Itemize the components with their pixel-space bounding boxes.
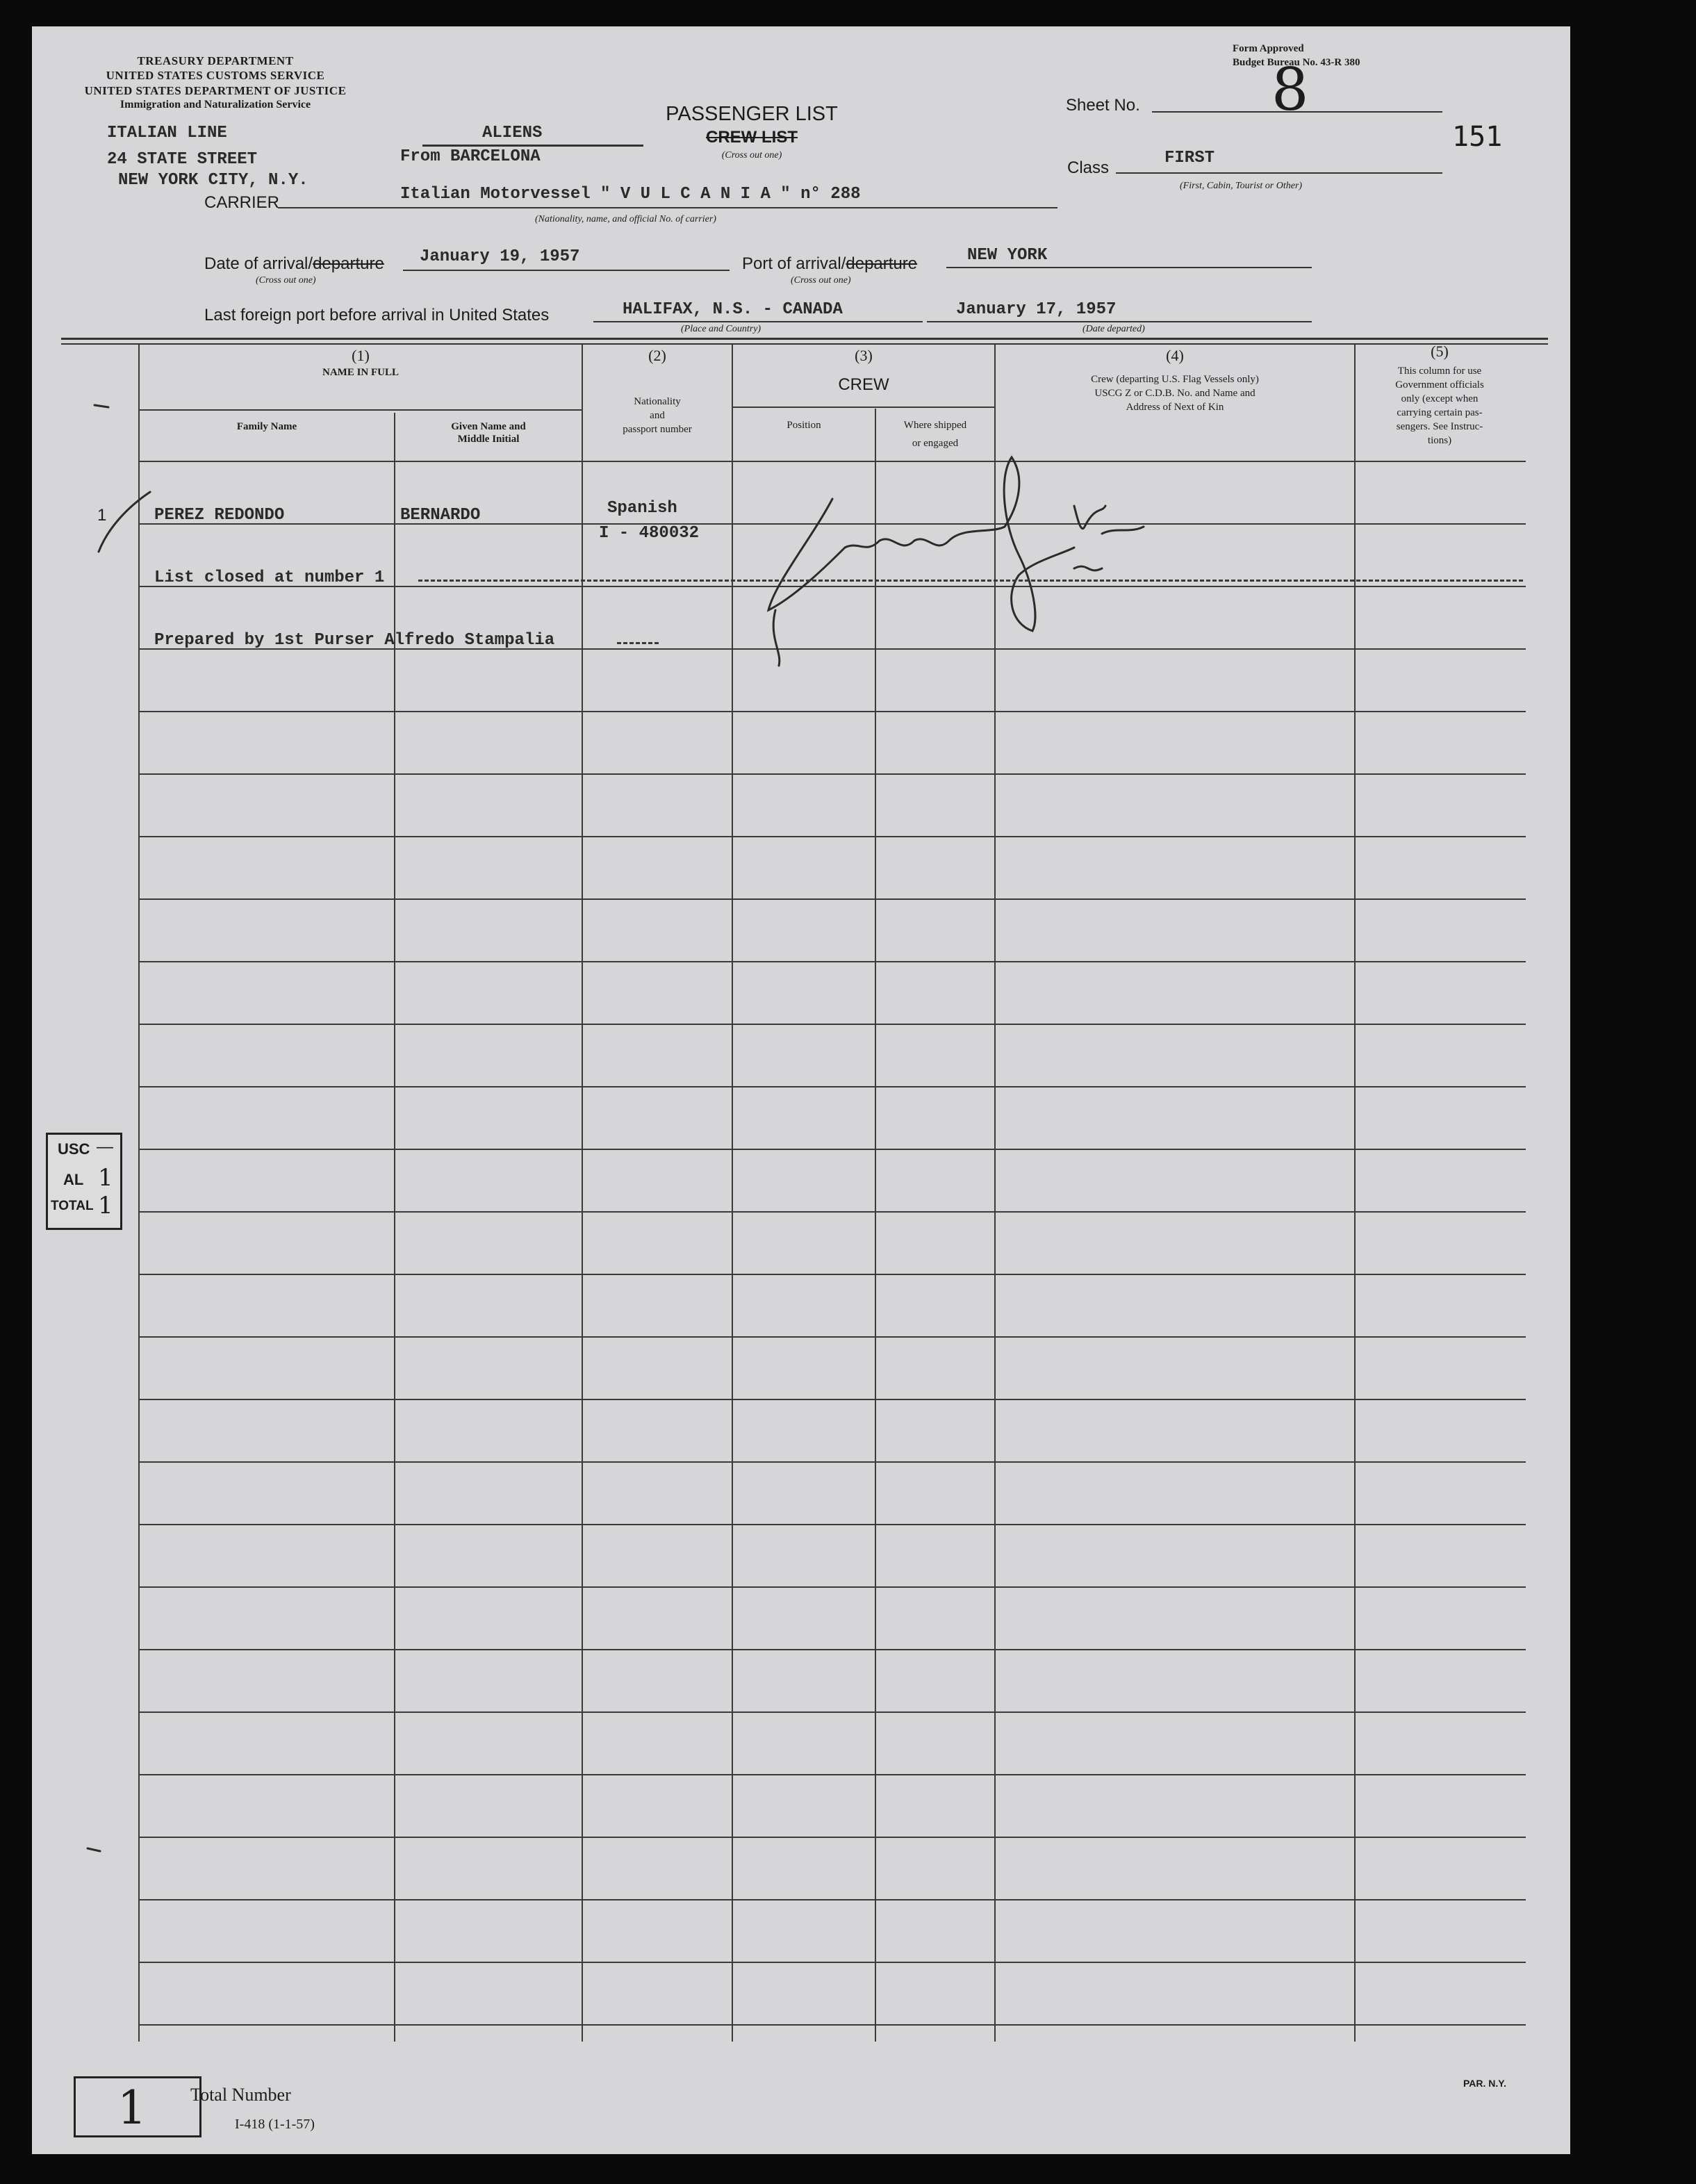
arrival-port-label: Port of arrival/departure (742, 254, 918, 273)
budget-bureau: Budget Bureau No. 43-R 380 (1233, 57, 1360, 68)
list-title-crew: CREW LIST (706, 128, 798, 147)
col3a-title: Position (787, 420, 821, 431)
col1b-title-2: Middle Initial (457, 434, 520, 445)
col4-title-2: USCG Z or C.D.B. No. and Name and (1094, 388, 1255, 399)
class-value: FIRST (1164, 149, 1215, 167)
col2-title-1: Nationality (634, 396, 681, 407)
arrival-date-label: Date of arrival/departure (204, 254, 384, 273)
col5-title-5: sengers. See Instruc- (1396, 421, 1483, 432)
page-number: 151 (1452, 121, 1503, 153)
col1b-title-1: Given Name and (451, 421, 526, 432)
origin-stamp: From BARCELONA (400, 147, 541, 166)
class-label: Class (1067, 158, 1110, 177)
table-grid (32, 26, 1570, 2154)
col2-number: (2) (648, 347, 666, 364)
entry-family-name: PEREZ REDONDO (154, 506, 285, 525)
agency-line-3: UNITED STATES DEPARTMENT OF JUSTICE (84, 84, 347, 97)
carrier-stamp-line-2: 24 STATE STREET (107, 150, 258, 169)
col2-title-3: passport number (623, 424, 692, 435)
arrival-port-value: NEW YORK (967, 246, 1048, 265)
total-number-box (74, 2076, 201, 2137)
sheet-number: 8 (1271, 56, 1309, 124)
entry-line-number: 1 (97, 506, 107, 525)
col4-number: (4) (1166, 347, 1184, 364)
form-id: I-418 (1-1-57) (235, 2117, 315, 2132)
carrier-stamp-line-1: ITALIAN LINE (107, 124, 227, 142)
entry-given-name: BERNARDO (400, 506, 481, 525)
vessel-name: Italian Motorvessel " V U L C A N I A " n° 288 (400, 185, 861, 204)
last-port-label: Last foreign port before arrival in United States (204, 306, 550, 325)
list-title-note: (Cross out one) (721, 150, 782, 161)
col4-title-3: Address of Next of Kin (1126, 402, 1224, 413)
agency-line-1: TREASURY DEPARTMENT (137, 54, 294, 67)
list-closed-line: List closed at number 1 (154, 568, 385, 587)
col5-title-3: only (except when (1401, 393, 1479, 404)
list-title-passenger: PASSENGER LIST (666, 103, 838, 125)
col3b-title-1: Where shipped (903, 420, 967, 431)
arrival-date-note: (Cross out one) (256, 275, 316, 286)
col3-title: CREW (838, 375, 889, 394)
last-port-date-note: (Date departed) (1082, 324, 1145, 334)
col1-title: NAME IN FULL (322, 367, 400, 378)
signature-scribble (88, 405, 1144, 1851)
vessel-note: (Nationality, name, and official No. of carrier) (535, 214, 716, 224)
prepared-by-line: Prepared by 1st Purser Alfredo Stampalia (154, 631, 555, 650)
col5-number: (5) (1431, 343, 1449, 360)
carrier-stamp-line-3: NEW YORK CITY, N.Y. (118, 171, 308, 190)
printer-mark: PAR. N.Y. (1463, 2078, 1506, 2089)
col5-title-6: tions) (1427, 435, 1452, 446)
sheet-label: Sheet No. (1066, 96, 1140, 115)
last-port-place: HALIFAX, N.S. - CANADA (623, 300, 843, 319)
total-number-label: Total Number (190, 2085, 291, 2105)
col3-number: (3) (855, 347, 873, 364)
form-page (32, 26, 1570, 2154)
col5-title-1: This column for use (1397, 366, 1482, 377)
last-port-place-note: (Place and Country) (681, 324, 761, 334)
col3b-title-2: or engaged (912, 438, 959, 449)
class-note: (First, Cabin, Tourist or Other) (1180, 181, 1303, 191)
agency-line-4: Immigration and Naturalization Service (120, 99, 311, 110)
last-port-date: January 17, 1957 (956, 300, 1117, 319)
total-number-value: 1 (117, 2081, 147, 2135)
col5-title-2: Government officials (1395, 379, 1484, 391)
form-approved: Form Approved (1233, 43, 1304, 54)
col1-number: (1) (352, 347, 370, 364)
entry-nationality: Spanish (607, 499, 677, 518)
entry-passport: I - 480032 (599, 524, 700, 543)
tally-stamp: USC — AL 1 TOTAL 1 (46, 1133, 122, 1230)
col5-title-4: carrying certain pas- (1397, 407, 1483, 418)
arrival-port-note: (Cross out one) (791, 275, 851, 286)
col2-title-2: and (650, 410, 665, 421)
col4-title-1: Crew (departing U.S. Flag Vessels only) (1091, 374, 1259, 385)
carrier-label: CARRIER (204, 193, 280, 212)
aliens-stamp: ALIENS (482, 124, 543, 142)
agency-line-2: UNITED STATES CUSTOMS SERVICE (106, 69, 325, 82)
arrival-date-value: January 19, 1957 (420, 247, 580, 266)
col1a-title: Family Name (236, 421, 297, 432)
